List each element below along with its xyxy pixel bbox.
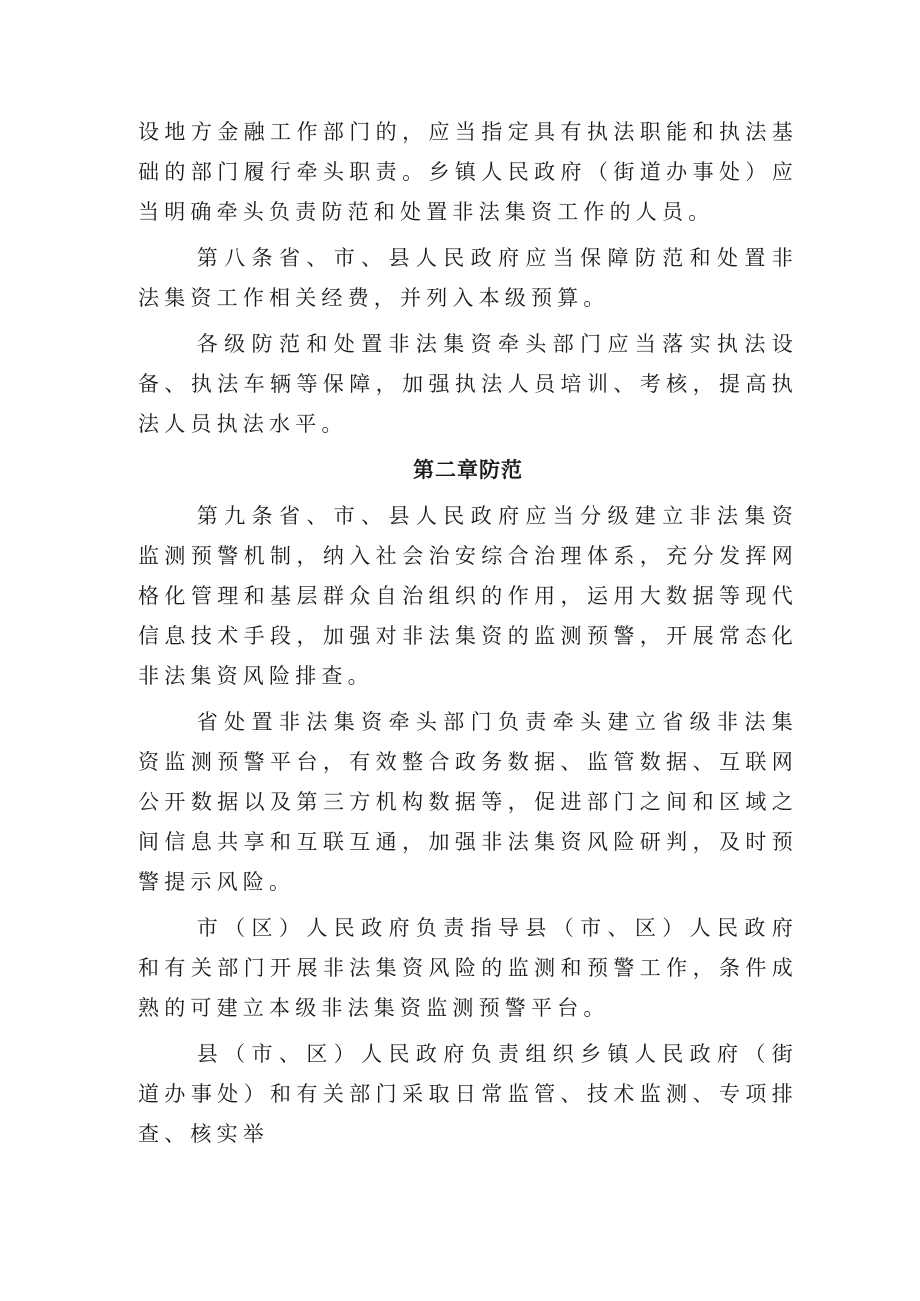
document-body bbox=[138, 112, 798, 1154]
paragraph-article-9-clause-2: 省处置非法集资牵头部门负责牵头建立省级非法集资监测预警平台，有效整合政务数据、监管数据、互联网公开数据以及第三方机构数据等，促进部门之间和区域之间信息共享和互联互通，加强非法集资风险研判，及时预警提示风险。 bbox=[138, 710, 798, 894]
paragraph-article-9-clause-4: 县（市、区）人民政府负责组织乡镇人民政府（街道办事处）和有关部门采取日常监管、技术监测、专项排查、核实举 bbox=[138, 1042, 798, 1146]
paragraph-continuation: 设地方金融工作部门的，应当指定具有执法职能和执法基础的部门履行牵头职责。乡镇人民政府（街道办事处）应当明确牵头负责防范和处置非法集资工作的人员。 bbox=[138, 120, 798, 224]
paragraph-article-8: 第八条省、市、县人民政府应当保障防范和处置非法集资工作相关经费，并列入本级预算。 bbox=[138, 246, 798, 310]
paragraph-article-8-clause-2: 各级防范和处置非法集资牵头部门应当落实执法设备、执法车辆等保障，加强执法人员培训、考核，提高执法人员执法水平。 bbox=[138, 332, 798, 436]
chapter-heading: 第二章防范 bbox=[413, 458, 523, 482]
paragraph-article-9: 第九条省、市、县人民政府应当分级建立非法集资监测预警机制，纳入社会治安综合治理体系，充分发挥网格化管理和基层群众自治组织的作用，运用大数据等现代信息技术手段，加强对非法集资的监测预警，开展常态化非法集资风险排查。 bbox=[138, 504, 798, 688]
paragraph-article-9-clause-3: 市（区）人民政府负责指导县（市、区）人民政府和有关部门开展非法集资风险的监测和预警工作，条件成熟的可建立本级非法集资监测预警平台。 bbox=[138, 916, 798, 1020]
